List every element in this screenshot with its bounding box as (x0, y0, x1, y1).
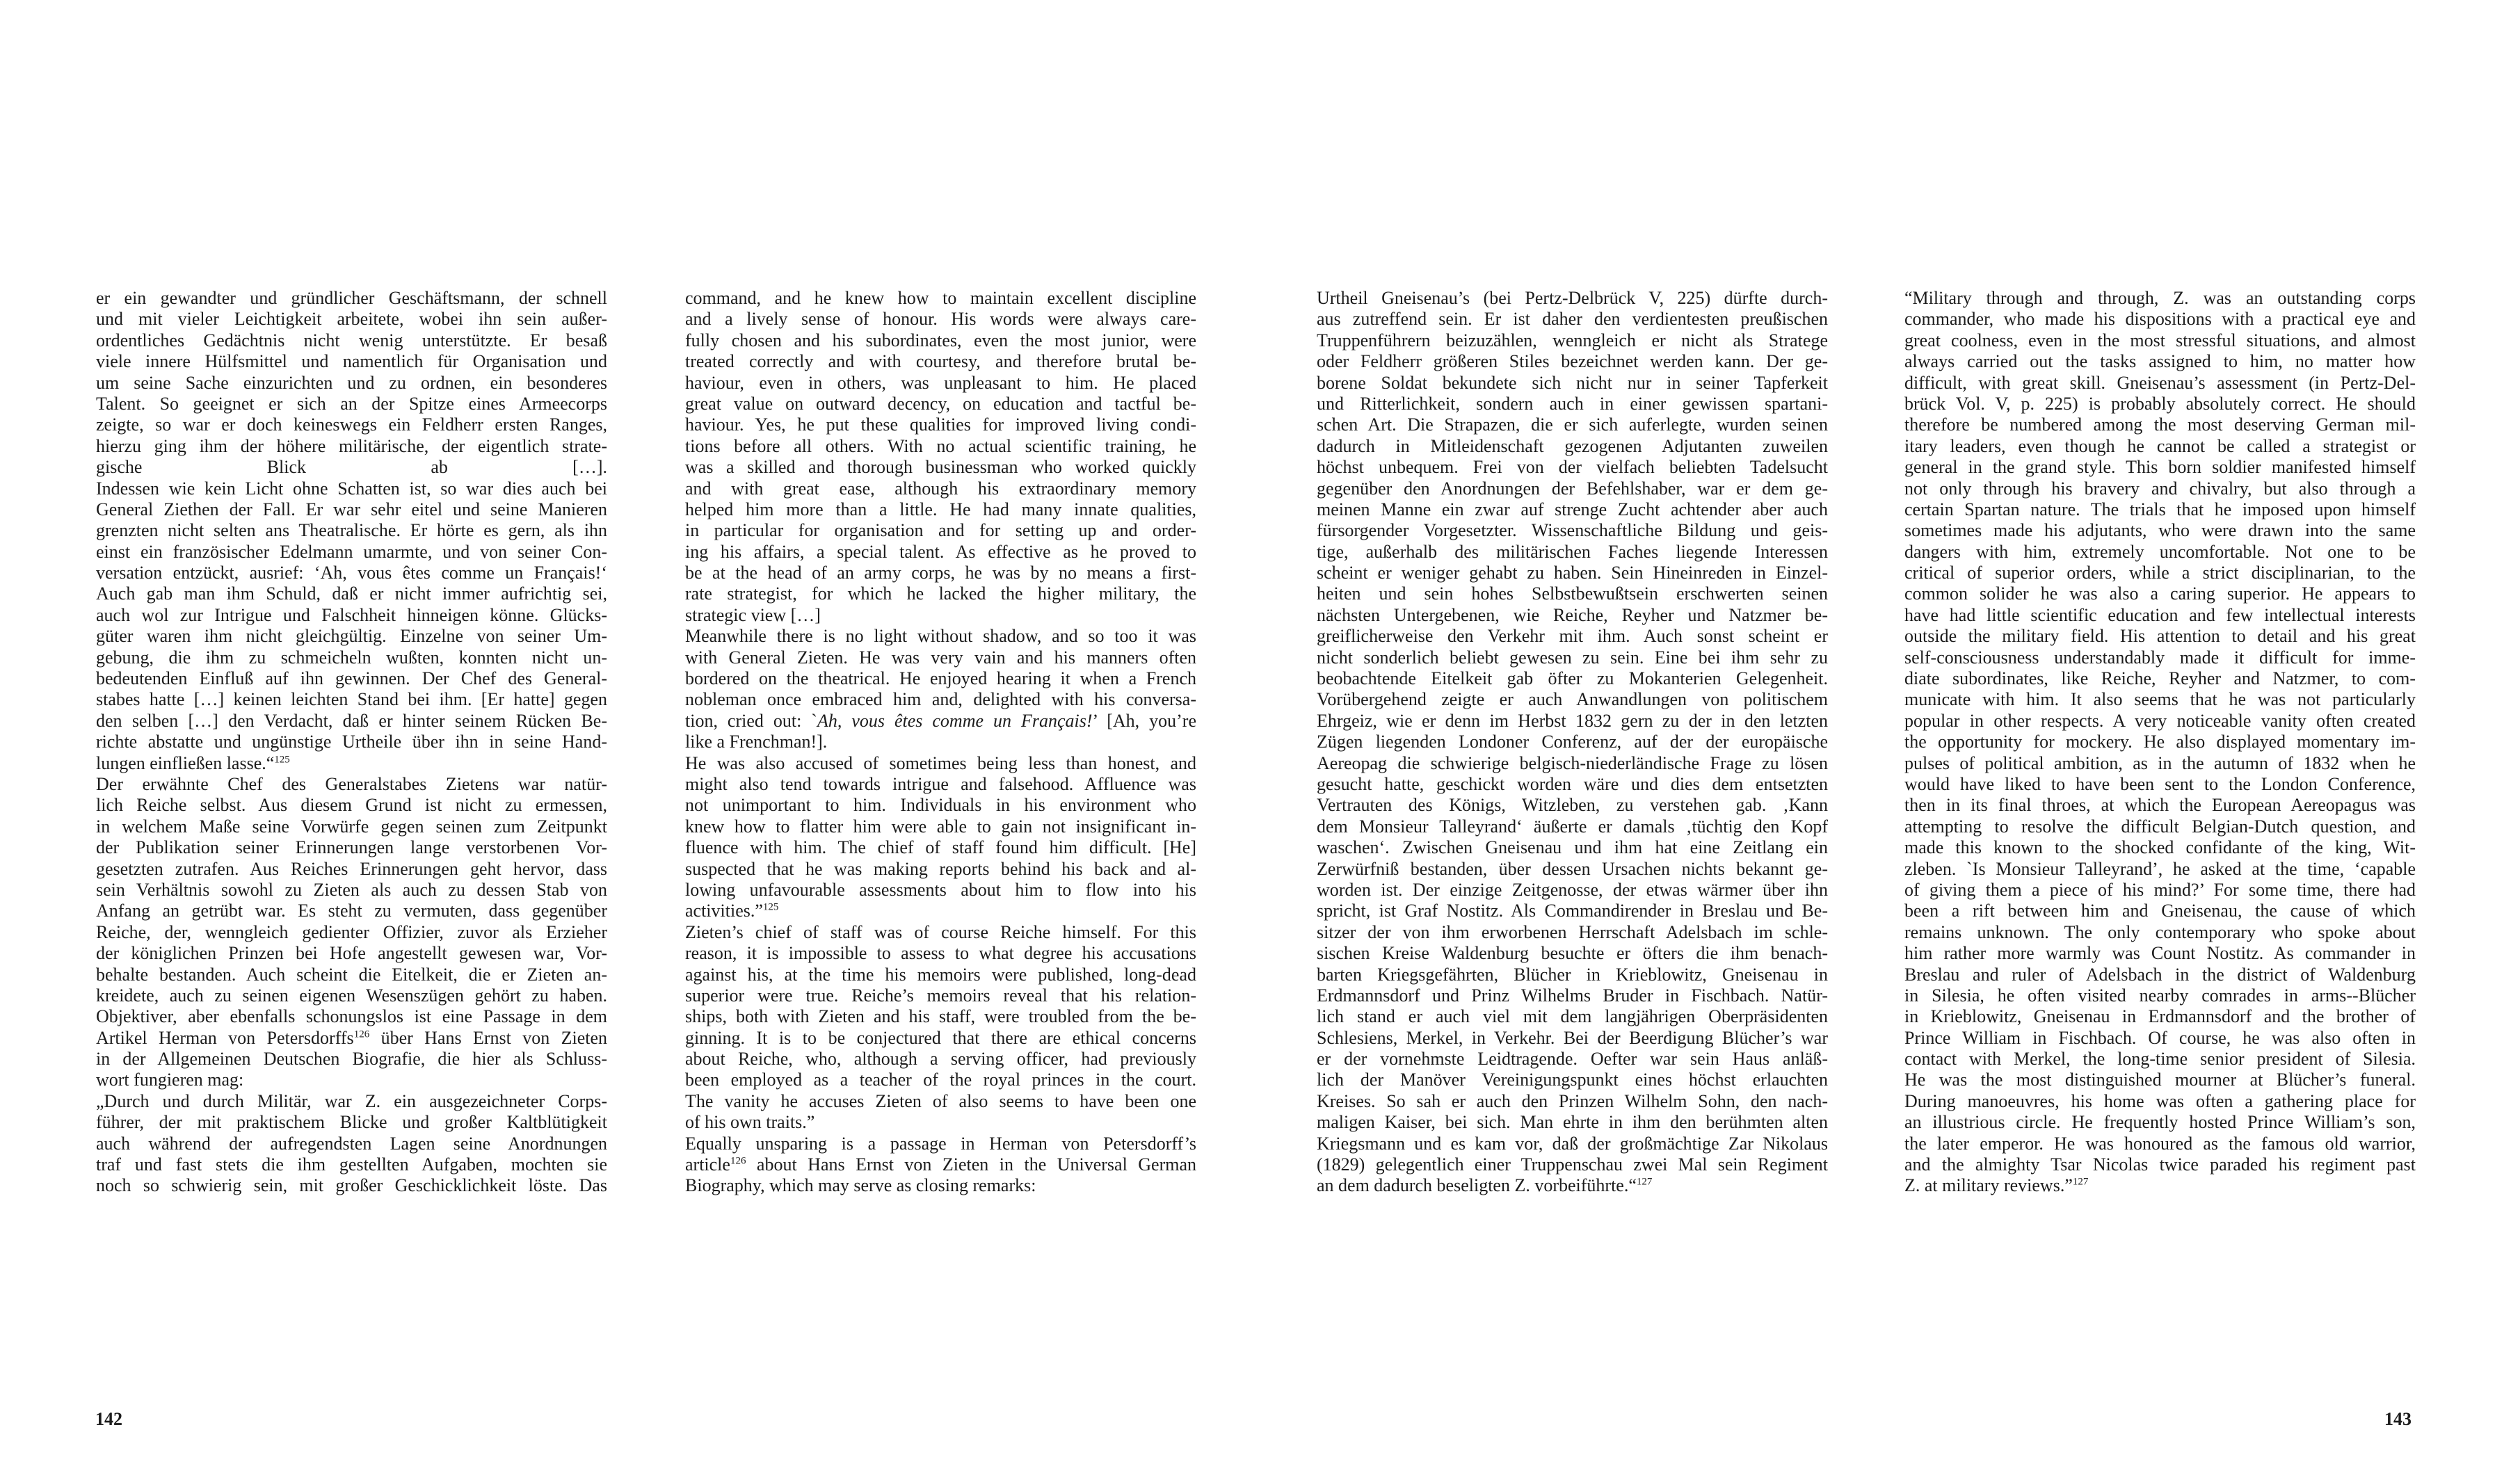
text-line: popular in other respects. A very noticeable vanity often created (1904, 710, 2416, 731)
text-line (1904, 1175, 2416, 1196)
text-line: tions before all others. With no actual scientific training, he (685, 435, 1196, 456)
text-line: (1829) gelegentlich einer Truppenschau zwei Mal sein Regiment (1317, 1154, 1828, 1175)
text-line: critical of superior orders, while a strict disciplinarian, to the (1904, 563, 2416, 583)
text-line: him rather more warmly was Count Nostitz. As commander in (1904, 943, 2416, 964)
text-line: gesucht hatte, geschickt worden wäre und dies dem entsetzten (1317, 773, 1828, 794)
text-segment: über Hans Ernst von Zieten (369, 1027, 607, 1048)
text-line: nobleman once embraced him and, delighted with his conversa- (685, 689, 1196, 710)
text-line (685, 901, 1196, 921)
text-line: führer, der mit praktischem Blicke und großer Kaltblütigkeit (96, 1112, 607, 1133)
text-segment: ’ [Ah, you’re (1092, 710, 1196, 731)
text-line: therefore be numbered among the most deserving German mil- (1904, 414, 2416, 435)
text-line: made this known to the shocked confidante of the king, Wit- (1904, 837, 2416, 858)
text-line: höchst unbequem. Frei von der vielfach beliebten Tadelsucht (1317, 457, 1828, 478)
text-line: maligen Kaiser, bei sich. Man ehrte in ihm den berühmten alten (1317, 1112, 1828, 1133)
footnote-ref: 125 (274, 753, 290, 765)
text-line: Auch gab man ihm Schuld, daß er nicht immer aufrichtig sei, (96, 583, 607, 604)
text-line: been employed as a teacher of the royal princes in the court. (685, 1070, 1196, 1090)
text-line: Kriegsmann und es kam vor, daß der großmächtige Zar Nikolaus (1317, 1133, 1828, 1154)
text-line: aus zutreffend sein. Er ist daher den verdientesten preußischen (1317, 309, 1828, 330)
page-number-left: 142 (95, 1409, 122, 1429)
italic-text: Ah, vous êtes comme un Français! (817, 710, 1093, 731)
text-line: Meanwhile there is no light without shadow, and so too it was (685, 626, 1196, 647)
text-line: gische Blick ab […]. (96, 457, 607, 478)
text-segment: Z. at military reviews.” (1904, 1175, 2073, 1196)
text-line: heiten und sein hohes Selbstbewußtsein erschwerten seinen (1317, 583, 1828, 604)
text-line: Aereopag die schwierige belgisch-niederländische Frage zu lösen (1317, 752, 1828, 773)
text-segment: about Hans Ernst von Zieten in the Universal German (746, 1154, 1196, 1175)
text-line: Prince William in Fischbach. Of course, he was also often in (1904, 1027, 2416, 1048)
text-line: be at the head of an army corps, he was by no means a first- (685, 563, 1196, 583)
text-line: contact with Merkel, the long-time senior president of Silesia. (1904, 1049, 2416, 1070)
text-line: brück Vol. V, p. 225) is probably absolutely correct. He should (1904, 393, 2416, 414)
text-line: Anfang an getrübt war. Es steht zu vermuten, dass gegenüber (96, 901, 607, 921)
text-line: um seine Sache einzurichten und zu ordnen, ein besonderes (96, 372, 607, 393)
text-line: have had little scientific education and few intellectual interests (1904, 604, 2416, 625)
text-line: might also tend towards intrigue and falsehood. Affluence was (685, 773, 1196, 794)
text-line: outside the military field. His attention to detail and his great (1904, 626, 2416, 647)
text-line: Der erwähnte Chef des Generalstabes Zietens war natür- (96, 773, 607, 794)
text-column-left-page-2 (685, 288, 1196, 1197)
text-line: behalte bestanden. Auch scheint die Eitelkeit, die er Zieten an- (96, 964, 607, 985)
text-line: Zerwürfniß bestanden, über dessen Ursachen nichts bekannt ge- (1317, 858, 1828, 879)
text-line: of giving them a piece of his mind?’ For some time, there had (1904, 879, 2416, 900)
footnote-ref: 126 (730, 1155, 746, 1167)
text-line: Reiche, der, wenngleich gedienter Offizier, zuvor als Erzieher (96, 921, 607, 942)
footnote-ref: 127 (2072, 1176, 2089, 1188)
text-line: Vertrauten des Königs, Witzleben, zu verstehen gab. ‚Kann (1317, 795, 1828, 816)
text-line: nächsten Untergebenen, wie Reiche, Reyher und Natzmer be- (1317, 604, 1828, 625)
text-line: gesetzten zutrafen. Aus Reiches Erinnerungen geht hervor, dass (96, 858, 607, 879)
text-line: sischen Kreise Waldenburg besuchte er öfters die ihm benach- (1317, 943, 1828, 964)
text-line: ing his affairs, a special talent. As effective as he proved to (685, 541, 1196, 562)
text-line: been a rift between him and Gneisenau, the cause of which (1904, 901, 2416, 921)
text-line: Indessen wie kein Licht ohne Schatten ist, so war dies auch bei (96, 478, 607, 499)
text-segment: article (685, 1154, 730, 1175)
text-line: beobachtende Eitelkeit gab öfter zu Mokanterien Gelegenheit. (1317, 668, 1828, 689)
text-line: der Publikation seiner Erinnerungen lange verstorbenen Vor- (96, 837, 607, 858)
text-line: er ein gewandter und gründlicher Geschäftsmann, der schnell (96, 288, 607, 308)
text-line: and the almighty Tsar Nicolas twice paraded his regiment past (1904, 1154, 2416, 1175)
text-line: suspected that he was making reports behind his back and al- (685, 858, 1196, 879)
text-line: difficult, with great skill. Gneisenau’s assessment (in Pertz-Del- (1904, 372, 2416, 393)
text-line: great coolness, even in the most stressful situations, and almost (1904, 330, 2416, 350)
text-segment: Artikel Herman von Petersdorffs (96, 1027, 354, 1048)
text-line: lowing unfavourable assessments about him to flow into his (685, 879, 1196, 900)
text-line: lich der Manöver Vereinigungspunkt eines höchst erlauchten (1317, 1070, 1828, 1090)
text-segment: activities.” (685, 901, 763, 921)
text-line: fluence with him. The chief of staff found him difficult. [He] (685, 837, 1196, 858)
text-line: tige, außerhalb des militärischen Faches liegende Interessen (1317, 541, 1828, 562)
text-line: Talent. So geeignet er sich an der Spitze eines Armeecorps (96, 393, 607, 414)
text-line: und Ritterlichkeit, sondern auch in einer gewissen spartani- (1317, 393, 1828, 414)
paragraph (96, 774, 607, 1091)
text-line: diate subordinates, like Reiche, Reyher and Natzmer, to com- (1904, 668, 2416, 689)
text-line: auch während der aufregendsten Lagen seine Anordnungen (96, 1133, 607, 1154)
text-line: traf und fast stets die ihm gestellten Aufgaben, mochten sie (96, 1154, 607, 1175)
text-line: Biography, which may serve as closing remarks: (685, 1175, 1036, 1196)
text-line: “Military through and through, Z. was an outstanding corps (1904, 288, 2416, 308)
text-line: certain Spartan nature. The trials that he imposed upon himself (1904, 499, 2416, 519)
text-line: then in its final throes, at which the European Aereopagus was (1904, 795, 2416, 816)
text-line: with General Zieten. He was very vain and his manners often (685, 647, 1196, 668)
text-line: zeigte, so war er doch keineswegs ein Feldherr ersten Ranges, (96, 414, 607, 435)
text-line: not unimportant to him. Individuals in his environment who (685, 795, 1196, 816)
text-line: in Silesia, he often visited nearby comrades in arms--Blücher (1904, 985, 2416, 1006)
text-line: ships, both with Zieten and his staff, were troubled from the be- (685, 1006, 1196, 1027)
text-line: lich Reiche selbst. Aus diesem Grund ist nicht zu ermessen, (96, 795, 607, 816)
text-line: stabes hatte […] keinen leichten Stand bei ihm. [Er hatte] gegen (96, 689, 607, 710)
text-line (1317, 1175, 1828, 1196)
text-line: fully chosen and his subordinates, even the most junior, were (685, 330, 1196, 350)
text-line: sitzer der von ihm erworbenen Herrschaft Adelsbach im schle- (1317, 921, 1828, 942)
text-line: would have liked to have been sent to the London Conference, (1904, 773, 2416, 794)
text-line: not only through his bravery and chivalry, but also through a (1904, 478, 2416, 499)
text-line: the later emperor. He was honoured as the famous old warrior, (1904, 1133, 2416, 1154)
text-line: against his, at the time his memoirs were published, long-dead (685, 964, 1196, 985)
page-number-right: 143 (2384, 1409, 2411, 1429)
text-line: General Ziethen der Fall. Er war sehr eitel und seine Manieren (96, 499, 607, 519)
text-segment: tion, cried out: ` (685, 710, 817, 731)
text-line: haviour, even in others, was unpleasant to him. He placed (685, 372, 1196, 393)
text-line: knew how to flatter him were able to gain not insignificant in- (685, 816, 1196, 837)
text-line: about Reiche, who, although a serving officer, had previously (685, 1049, 1196, 1070)
text-line (96, 753, 607, 774)
text-line: dem Monsieur Talleyrand‘ äußerte er damals ‚tüchtig den Kopf (1317, 816, 1828, 837)
paragraph (1317, 288, 1828, 1197)
text-segment: an dem dadurch beseligten Z. vorbeiführte.“ (1317, 1175, 1637, 1196)
text-line: Vorübergehend zeigte er auch Anwandlungen von politischem (1317, 689, 1828, 710)
text-line: During manoeuvres, his home was often a gathering place for (1904, 1090, 2416, 1111)
text-line: er der vornehmste Leidtragende. Oefter war sein Haus anläß- (1317, 1049, 1828, 1070)
text-line: bedeutenden Einfluß auf ihn gewinnen. Der Chef des General- (96, 668, 607, 689)
text-line: nicht sonderlich beliebt gewesen zu sein. Eine bei ihm sehr zu (1317, 647, 1828, 668)
text-line: itary leaders, even though he cannot be called a strategist or (1904, 435, 2416, 456)
text-line: Breslau and ruler of Adelsbach in the district of Waldenburg (1904, 964, 2416, 985)
text-line: versation entzückt, ausrief: ‘Ah, vous êtes comme un Français!‘ (96, 563, 607, 583)
text-line: remains unknown. The only contemporary who spoke about (1904, 921, 2416, 942)
text-line: Kreises. So sah er auch den Prinzen Wilhelm Sohn, den nach- (1317, 1090, 1828, 1111)
text-line: und mit vieler Leichtigkeit arbeitete, wobei ihn sein außer- (96, 309, 607, 330)
text-line: gebung, die ihm zu schmeicheln wußten, konnten nicht un- (96, 647, 607, 668)
text-column-right-page-1 (1317, 288, 1828, 1197)
text-line: fürsorgender Vorgesetzter. Wissenschaftliche Bildung und geis- (1317, 520, 1828, 541)
text-column-right-page-2 (1904, 288, 2416, 1197)
text-line: was a skilled and thorough businessman who worked quickly (685, 457, 1196, 478)
text-line: „Durch und durch Militär, war Z. ein ausgezeichneter Corps- (96, 1090, 607, 1111)
text-line: Erdmannsdorf und Prinz Wilhelms Bruder in Fischbach. Natür- (1317, 985, 1828, 1006)
text-line: like a Frenchman!]. (685, 732, 828, 752)
text-line: self-consciousness understandably made it difficult for imme- (1904, 647, 2416, 668)
text-line: dadurch in Mitleidenschaft gezogenen Adjutanten zuweilen (1317, 435, 1828, 456)
text-line: auch wol zur Intrigue und Falschheit hinneigen könne. Glücks- (96, 604, 607, 625)
text-line: and with great ease, although his extraordinary memory (685, 478, 1196, 499)
text-line: gegenüber den Anordnungen der Befehlshaber, war er dem ge- (1317, 478, 1828, 499)
text-line: treated correctly and with courtesy, and therefore brutal be- (685, 351, 1196, 372)
text-line: great value on outward decency, on education and tactful be- (685, 393, 1196, 414)
text-line: pulses of political ambition, as in the autumn of 1832 when he (1904, 752, 2416, 773)
text-line: barten Kriegsgefährten, Blücher in Krieblowitz, Gneisenau in (1317, 964, 1828, 985)
text-line: municate with him. It also seems that he was not particularly (1904, 689, 2416, 710)
text-line: He was the most distinguished mourner at Blücher’s funeral. (1904, 1070, 2416, 1090)
text-line: borene Soldat bekundete sich nicht nur in seiner Tapferkeit (1317, 372, 1828, 393)
text-line: in particular for organisation and for setting up and order- (685, 520, 1196, 541)
paragraph (96, 1091, 607, 1197)
text-line: dangers with him, extremely uncomfortable. Not one to be (1904, 541, 2416, 562)
text-line: haviour. Yes, he put these qualities for improved living condi- (685, 414, 1196, 435)
text-line: einst ein französischer Edelmann umarmte, und von seiner Con- (96, 541, 607, 562)
text-line: grenzten nicht selten ans Theatralische. Er hörte es gern, als ihn (96, 520, 607, 541)
text-line (685, 1154, 1196, 1175)
text-line: superior were true. Reiche’s memoirs reveal that his relation- (685, 985, 1196, 1006)
text-line: lich stand er auch viel mit dem langjährigen Oberpräsidenten (1317, 1006, 1828, 1027)
text-line: strategic view […] (685, 604, 821, 625)
text-line: Zieten’s chief of staff was of course Reiche himself. For this (685, 921, 1196, 942)
text-line: commander, who made his dispositions with a practical eye and (1904, 309, 2416, 330)
text-line: zleben. `Is Monsieur Talleyrand’, he asked at the time, ‘capable (1904, 858, 2416, 879)
text-line: richte abstatte und ungünstige Urtheile über ihn in seine Hand- (96, 732, 607, 752)
text-line: the opportunity for mockery. He also displayed momentary im- (1904, 732, 2416, 752)
text-line (96, 1028, 607, 1049)
text-line: ginning. It is to be conjectured that there are ethical concerns (685, 1027, 1196, 1048)
text-line: in Krieblowitz, Gneisenau in Erdmannsdorf and the brother of (1904, 1006, 2416, 1027)
text-line: hierzu ging ihm der höhere militärische, der eigentlich strate- (96, 435, 607, 456)
text-segment: lungen einfließen lasse.“ (96, 752, 275, 773)
text-line: worden ist. Der einzige Zeitgenosse, der etwas wärmer über ihn (1317, 879, 1828, 900)
text-line: noch so schwierig sein, mit großer Geschicklichkeit löste. Das (96, 1175, 607, 1196)
text-line: attempting to resolve the difficult Belgian-Dutch question, and (1904, 816, 2416, 837)
text-line: Urtheil Gneisenau’s (bei Pertz-Delbrück V, 225) dürfte durch- (1317, 288, 1828, 308)
text-line: waschen‘. Zwischen Gneisenau und ihm hat eine Zeitlang ein (1317, 837, 1828, 858)
text-line: general in the grand style. This born soldier manifested himself (1904, 457, 2416, 478)
text-line: common solider he was also a caring superior. He appears to (1904, 583, 2416, 604)
text-line: sein Verhältnis sowohl zu Zieten als auch zu dessen Stab von (96, 879, 607, 900)
paragraph (685, 626, 1196, 752)
text-line (685, 711, 1196, 732)
text-line: Zügen liegenden Londoner Conferenz, auf der der europäische (1317, 732, 1828, 752)
text-line: oder Feldherr größeren Stiles bezeichnet werden kann. Der ge- (1317, 351, 1828, 372)
text-line: meinen Manne ein zwar auf strenge Zucht achtender aber auch (1317, 499, 1828, 519)
footnote-ref: 126 (353, 1029, 370, 1040)
text-line: of his own traits.” (685, 1112, 815, 1133)
text-line: always carried out the tasks assigned to him, no matter how (1904, 351, 2416, 372)
text-line: güter waren ihm nicht gleichgültig. Einzelne von seiner Um- (96, 626, 607, 647)
text-line: Truppenführern beizuzählen, wenngleich er nicht als Stratege (1317, 330, 1828, 350)
text-line: The vanity he accuses Zieten of also seems to have been one (685, 1090, 1196, 1111)
text-line: greiflicherweise den Verkehr mit ihm. Auch sonst scheint er (1317, 626, 1828, 647)
footnote-ref: 125 (762, 901, 779, 913)
text-line: viele innere Hülfsmittel und namentlich für Organisation und (96, 351, 607, 372)
text-line: Ehrgeiz, wie er denn im Herbst 1832 gern zu der in den letzten (1317, 710, 1828, 731)
text-line: in welchem Maße seine Vorwürfe gegen seinen zum Zeitpunkt (96, 816, 607, 837)
text-line: Schlesiens, Merkel, in Verkehr. Bei der Beerdigung Blücher’s war (1317, 1027, 1828, 1048)
text-line: scheint er weniger gehabt zu haben. Sein Hineinreden in Einzel- (1317, 563, 1828, 583)
text-line: reason, it is impossible to assess to what degree his accusations (685, 943, 1196, 964)
footnote-ref: 127 (1636, 1176, 1653, 1188)
text-line: Equally unsparing is a passage in Herman von Petersdorff’s (685, 1133, 1196, 1154)
text-line: in der Allgemeinen Deutschen Biografie, die hier als Schluss- (96, 1049, 607, 1070)
paragraph (1904, 288, 2416, 1197)
text-column-left-page-1 (96, 288, 607, 1197)
paragraph (685, 753, 1196, 922)
text-line: kreidete, auch zu seinen eigenen Wesenszügen gehört zu haben. (96, 985, 607, 1006)
paragraph (96, 288, 607, 478)
text-line: der königlichen Prinzen bei Hofe angestellt gewesen war, Vor- (96, 943, 607, 964)
text-line: schen Art. Die Strapazen, die er sich auferlegte, wurden seinen (1317, 414, 1828, 435)
paragraph (685, 288, 1196, 626)
text-line: spricht, ist Graf Nostitz. Als Commandirender in Breslau und Be- (1317, 901, 1828, 921)
text-line: bordered on the theatrical. He enjoyed hearing it when a French (685, 668, 1196, 689)
paragraph (685, 1134, 1196, 1197)
text-line: wort fungieren mag: (96, 1070, 244, 1090)
text-line: den selben […] den Verdacht, daß er hinter seinem Rücken Be- (96, 710, 607, 731)
text-line: ordentliches Gedächtnis nicht wenig unterstützte. Er besaß (96, 330, 607, 350)
text-line: command, and he knew how to maintain excellent discipline (685, 288, 1196, 308)
text-line: an illustrious circle. He frequently hosted Prince William’s son, (1904, 1112, 2416, 1133)
text-line: He was also accused of sometimes being less than honest, and (685, 752, 1196, 773)
text-line: and a lively sense of honour. His words were always care- (685, 309, 1196, 330)
text-line: sometimes made his adjutants, who were drawn into the same (1904, 520, 2416, 541)
text-line: helped him more than a little. He had many innate qualities, (685, 499, 1196, 519)
text-line: Objektiver, aber ebenfalls schonungslos ist eine Passage in dem (96, 1006, 607, 1027)
paragraph (685, 922, 1196, 1134)
text-line: rate strategist, for which he lacked the higher military, the (685, 583, 1196, 604)
paragraph (96, 478, 607, 774)
